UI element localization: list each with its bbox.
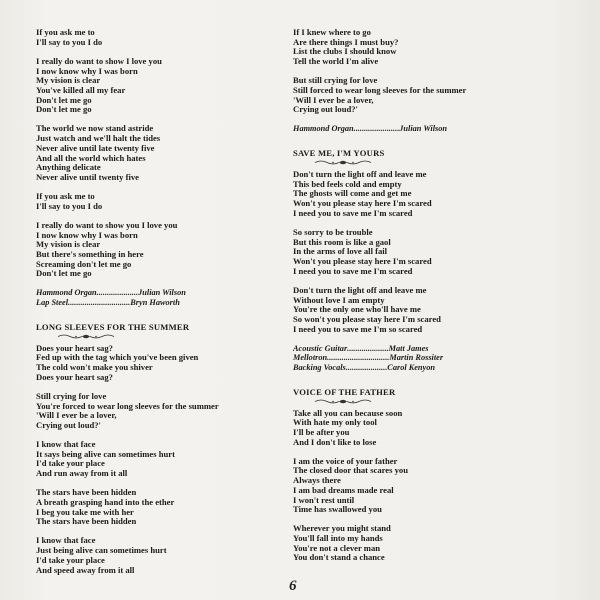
- lyric-line: I am the voice of your father: [293, 455, 398, 466]
- ornament-divider-icon: [56, 333, 116, 340]
- stanza: [36, 440, 276, 479]
- stanza: [293, 228, 583, 277]
- lyric-line: You're the only one who'll have me: [293, 304, 421, 315]
- stanza: [293, 170, 583, 219]
- lyric-line: Fed up with the tag which you've been given: [36, 352, 199, 363]
- credit-name: Matt James: [388, 343, 429, 353]
- lyric-line: Never alive until twenty five: [36, 171, 139, 182]
- lyric-line: But still crying for love: [293, 75, 378, 86]
- lyric-line: It says being alive can sometimes hurt: [36, 448, 175, 459]
- lyric-line: You'll fall into my hands: [293, 533, 383, 544]
- lyric-line: In the arms of love all fail: [293, 246, 388, 257]
- lyric-line: And speed away from it all: [36, 564, 135, 575]
- lyric-line: My vision is clear: [36, 75, 101, 86]
- lyric-line: Crying out loud?': [36, 419, 101, 430]
- lyric-line: The closed door that scares you: [293, 465, 408, 476]
- right-column: [293, 28, 583, 573]
- song3-title: SAVE ME, I'M YOURS: [293, 148, 385, 158]
- lyric-line: Anything delicate: [36, 162, 101, 173]
- lyric-line: List the clubs I should know: [293, 46, 397, 57]
- credit-dots: ......................: [353, 124, 400, 134]
- lyric-line: Without love I am empty: [293, 294, 385, 305]
- stanza: [36, 221, 276, 279]
- lyric-line: Tell the world I'm alive: [293, 56, 379, 67]
- lyric-line: So won't you please stay here I'm scared: [293, 313, 441, 324]
- lyric-line: I now know why I was born: [36, 65, 138, 76]
- lyric-line: The world we now stand astride: [36, 123, 154, 134]
- song2-credits: [293, 124, 583, 134]
- lyric-line: 'Will I ever be a lover,: [293, 94, 374, 105]
- lyric-line: With hate my only tool: [293, 417, 377, 428]
- page-number: 6: [289, 578, 297, 594]
- song1-lyrics: [36, 28, 276, 279]
- lyric-line: Still forced to wear long sleeves for the summer: [293, 84, 467, 95]
- lyric-line: The stars have been hidden: [36, 516, 137, 527]
- lyric-line: Don't turn the light off and leave me: [293, 284, 427, 295]
- lyric-line: I really do want to show I love you: [36, 55, 162, 66]
- lyric-line: Screaming don't let me go: [36, 258, 132, 269]
- lyric-line: 'Will I ever be a lover,: [36, 410, 117, 421]
- stanza: [293, 457, 583, 515]
- lyric-line: Crying out loud?': [293, 104, 358, 115]
- credit-role: Hammond Organ: [36, 288, 97, 298]
- credit-name: Julian Wilson: [399, 124, 448, 134]
- lyric-line: If I knew where to go: [293, 27, 371, 37]
- lyric-line: Never alive until late twenty five: [36, 142, 155, 153]
- stanza: [293, 76, 583, 115]
- lyric-line: You don't stand a chance: [293, 552, 385, 563]
- lyric-line: Time has swallowed you: [293, 504, 382, 515]
- lyric-line: Does your heart sag?: [36, 371, 113, 382]
- credit-dots: ..............................: [68, 298, 131, 308]
- lyric-line: I beg you take me with her: [36, 506, 134, 517]
- credit-role: Backing Vocals: [293, 362, 346, 372]
- lyric-line: And run away from it all: [36, 468, 128, 479]
- credit-line: [293, 363, 583, 373]
- lyric-line: But there's something in here: [36, 248, 144, 259]
- credit-line: [36, 288, 276, 298]
- lyric-line: I need you to save me I'm scared: [293, 265, 413, 276]
- lyric-line: So sorry to be trouble: [293, 226, 373, 237]
- song3-credits: [293, 344, 583, 373]
- lyric-line: Still crying for love: [36, 390, 107, 401]
- lyric-line: I won't rest until: [293, 494, 355, 505]
- lyric-line: The stars have been hidden: [36, 487, 137, 498]
- ornament-divider-icon: [313, 159, 373, 166]
- stanza: [36, 488, 276, 527]
- lyric-line: Won't you please stay here I'm scared: [293, 198, 432, 209]
- lyric-line: Don't let me go: [36, 104, 92, 115]
- credit-role: Mellotron: [293, 353, 328, 363]
- stanza: [36, 57, 276, 115]
- song4-title: VOICE OF THE FATHER: [293, 386, 396, 397]
- stanza: [293, 28, 583, 67]
- ornament-divider-icon: [313, 398, 373, 405]
- song2-lyrics-continued: [293, 28, 583, 115]
- stanza: [36, 344, 276, 383]
- lyric-line: I now know why I was born: [36, 229, 138, 240]
- lyric-line: I need you to save me I'm so scared: [293, 323, 423, 334]
- lyric-line: I need you to save me I'm scared: [293, 207, 413, 218]
- lyric-line: Are there things I must buy?: [293, 36, 399, 47]
- lyric-line: If you ask me to: [36, 191, 95, 202]
- lyric-line: Wherever you might stand: [293, 523, 391, 534]
- lyric-line: Does your heart sag?: [36, 342, 113, 353]
- lyric-line: But this room is like a gaol: [293, 236, 391, 247]
- credit-role: Lap Steel: [36, 298, 69, 308]
- lyric-line: Take all you can because soon: [293, 407, 403, 418]
- lyric-line: You're forced to wear long sleeves for the summer: [36, 400, 219, 411]
- lyric-line: Don't let me go: [36, 94, 92, 105]
- credit-role: Hammond Organ: [293, 124, 354, 134]
- lyric-line: I am bad dreams made real: [293, 484, 394, 495]
- lyric-line: Don't let me go: [36, 268, 92, 279]
- lyric-line: A breath grasping hand into the ether: [36, 496, 175, 507]
- credit-name: Martin Rossiter: [389, 353, 444, 363]
- lyric-line: You've killed all my fear: [36, 84, 126, 95]
- song4-lyrics: [293, 409, 583, 564]
- lyric-line: My vision is clear: [36, 239, 101, 250]
- lyric-line: Don't turn the light off and leave me: [293, 169, 427, 179]
- stanza: [293, 409, 583, 448]
- credit-name: Bryn Haworth: [130, 298, 180, 308]
- stanza: [293, 286, 583, 335]
- credit-line: [36, 298, 276, 308]
- lyric-line: I'll say to you I do: [36, 200, 103, 211]
- lyric-line: Always there: [293, 475, 341, 486]
- credit-line: [293, 353, 583, 363]
- lyric-line: I'd take your place: [36, 554, 105, 565]
- credit-line: [293, 344, 583, 354]
- lyric-line: You're not a clever man: [293, 542, 381, 553]
- credit-line: [293, 124, 583, 134]
- left-column: [36, 28, 276, 585]
- lyric-line: I really do want to show you I love you: [36, 219, 178, 230]
- credit-dots: ....................: [96, 288, 139, 298]
- lyric-line: The ghosts will come and get me: [293, 188, 412, 199]
- credit-role: Acoustic Guitar: [293, 343, 348, 353]
- stanza: [36, 392, 276, 431]
- song2-lyrics: [36, 344, 276, 576]
- stanza: [293, 524, 583, 563]
- lyric-line: I'll say to you I do: [36, 36, 103, 47]
- lyric-line: If you ask me to: [36, 27, 95, 37]
- lyric-line: Just being alive can sometimes hurt: [36, 545, 167, 556]
- credit-dots: ....................: [345, 362, 388, 372]
- lyric-line: I know that face: [36, 439, 96, 450]
- song3-lyrics: [293, 170, 583, 334]
- stanza: [36, 124, 276, 182]
- lyric-line: I know that face: [36, 535, 96, 546]
- lyric-line: This bed feels cold and empty: [293, 178, 402, 189]
- lyric-line: And all the world which hates: [36, 152, 146, 163]
- lyric-line: Just watch and we'll halt the tides: [36, 133, 161, 144]
- stanza: [36, 28, 276, 47]
- credit-name: Julian Wilson: [138, 288, 186, 298]
- stanza: [36, 536, 276, 575]
- stanza: [36, 192, 276, 211]
- lyric-line: The cold won't make you shiver: [36, 362, 153, 373]
- lyric-line: I'll be after you: [293, 426, 350, 437]
- lyric-line: And I don't like to lose: [293, 436, 377, 447]
- song2-title: LONG SLEEVES FOR THE SUMMER: [36, 321, 190, 332]
- lyric-line: Won't you please stay here I'm scared: [293, 256, 432, 267]
- credit-name: Carol Kenyon: [387, 362, 435, 372]
- lyric-line: I'd take your place: [36, 458, 105, 469]
- credit-dots: ..............................: [327, 353, 390, 363]
- credit-dots: ....................: [347, 343, 389, 353]
- song1-credits: [36, 288, 276, 307]
